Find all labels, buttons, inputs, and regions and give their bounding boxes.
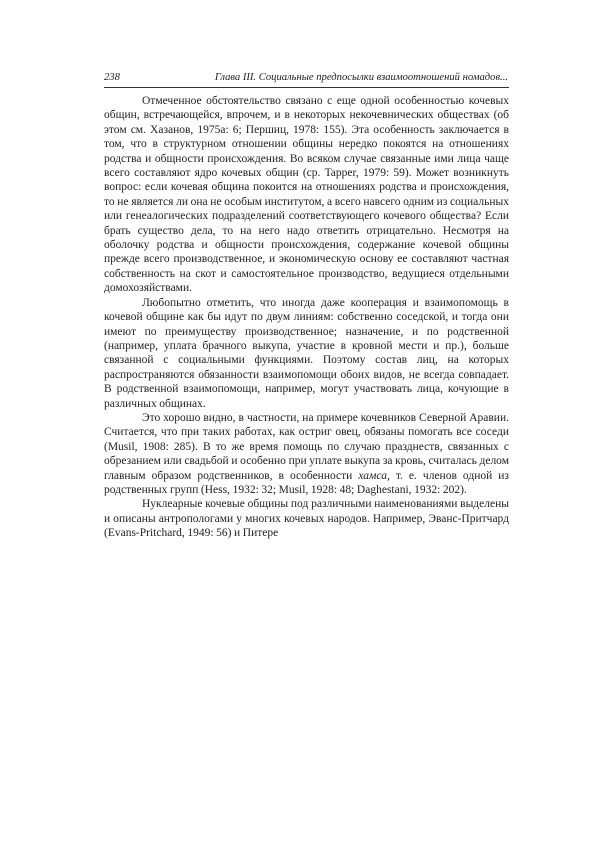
term-khamsa: хамса, [358, 469, 390, 482]
paragraph-2: Любопытно отметить, что иногда даже кооперация и взаимопомощь в кочевой общине как бы идут по двум линиям: собственно соседской, и тогда они имеют по преимуществу производственное; назначение, и по родственной (например, уплата брачного выкупа, участие в кровной мести и пр.), больше связанной с социальными функциями. Поэтому состав лиц, на которых распространяются обязанности взаимопомощи обоих видов, не всегда совпадает. В родственной взаимопомощи, например, могут участвовать лица, кочующие в различных общинах. [104, 296, 509, 410]
running-header [104, 71, 509, 88]
paragraph-1: Отмеченное обстоятельство связано с еще одной особенностью кочевых общин, встречающейся, впрочем, и в некоторых некочевнических обществах (об этом см. Хазанов, 1975а: 6; Першиц, 1978: 155). Эта особенность заключается в том, что в структурном отношении общины нередко покоятся на отношениях родства и общности происхождения. Во всяком случае связанные ими лица чаще всего составляют ядро кочевых общин (ср. Tapper, 1979: 59). Может возникнуть вопрос: если кочевая община покоится на отношениях родства и происхождения, то не является ли она не особым институтом, а всего навсего одним из социальных или генеалогических подразделений соответствующего кочевого общества? Если брать существо дела, то на него надо ответить отрицательно. Несмотря на оболочку родства и общности происхождения, содержание кочевой общины прежде всего производственное, и экономическую основу ее составляют частная собственность на скот и самостоятельное производство, ведущиеся отдельными домохозяйствами. [104, 95, 509, 295]
paragraph-3-text-before: Это хорошо видно, в частности, на примере кочевников Северной Аравии. Считается, что при таких работах, как остриг овец, обязаны помогать все соседи (Musil, 1908: 285). В то же время помощь по случаю празднеств, связанных с обрезанием или свадьбой и особенно при уплате выкупа за кровь, считалась делом главным образом родственников, в особенности [104, 411, 509, 482]
paragraph-3 [104, 411, 509, 497]
chapter-title: Глава III. Социальные предпосылки взаимоотношений номадов... [214, 72, 508, 83]
page-number: 238 [104, 72, 120, 83]
paragraph-4: Нуклеарные кочевые общины под различными наименованиями выделены и описаны антропологами у многих кочевых народов. Например, Эванс-Притчард (Evans-Pritchard, 1949: 56) и Питере [104, 498, 509, 540]
body-text [104, 94, 509, 541]
paragraph-3-text-after: т. е. членов одной из родственных групп (Hess, 1932: 32; Musil, 1928: 48; Daghestani, 1932: 202). [104, 469, 509, 496]
